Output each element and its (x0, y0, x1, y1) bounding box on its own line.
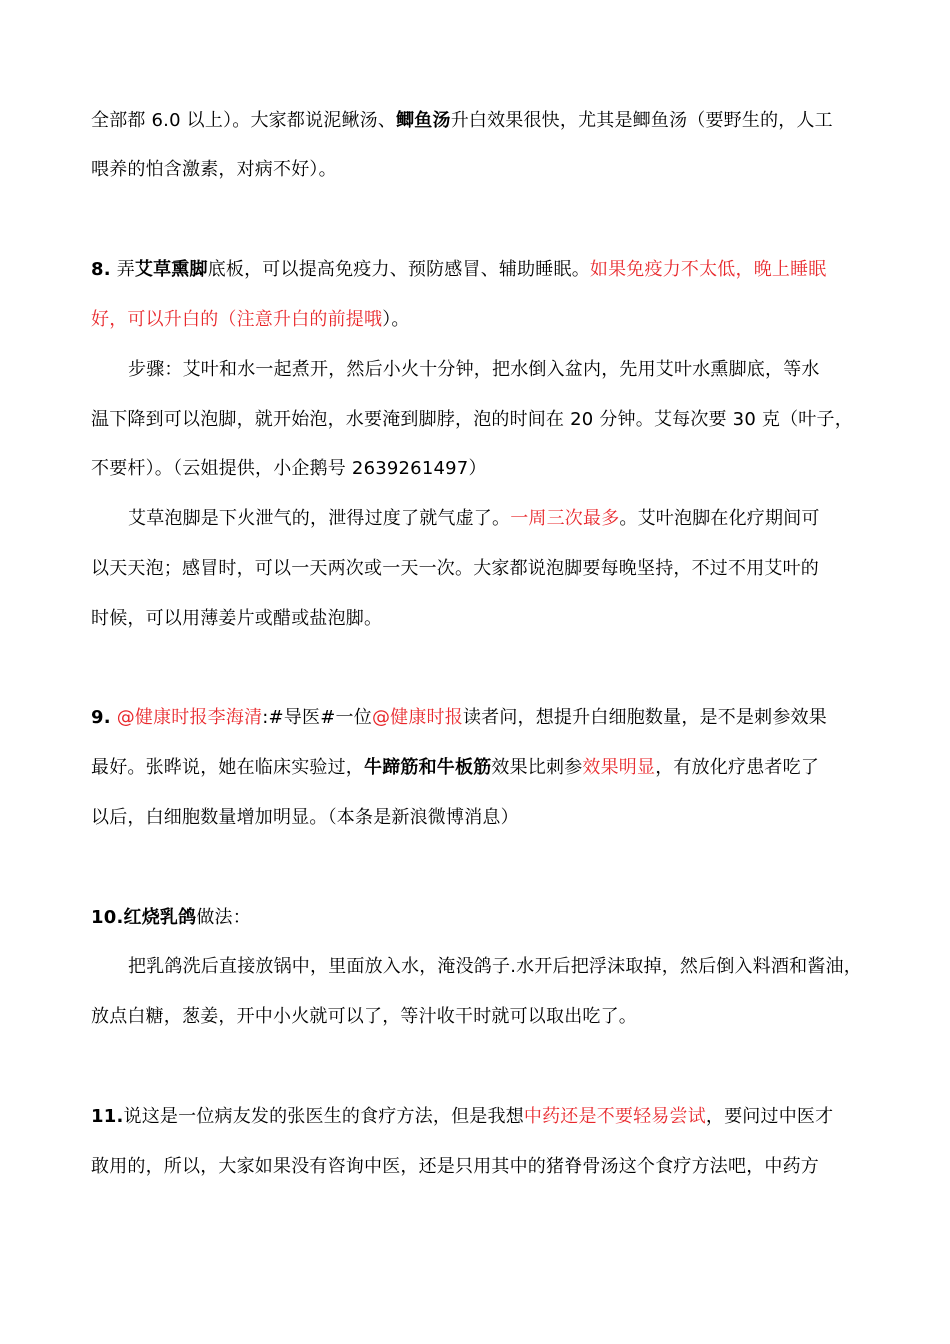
steps-line: 温下降到可以泡脚，就开始泡，水要淹到脚脖，泡的时间在 20 分钟。艾每次要 30 克（叶子， (91, 409, 853, 430)
text: ，要问过中医才 (705, 1106, 834, 1127)
red-highlight-text: 中药还是不要轻易尝试 (523, 1106, 706, 1127)
text: 底板，可以提高免疫力、预防感冒、辅助睡眠。 (207, 259, 590, 280)
text: 。艾叶泡脚在化疗期间可 (619, 508, 820, 529)
steps-line: 不要杆）。（云姐提供，小企鹅号 2639261497） (91, 458, 487, 479)
text: 艾草泡脚是下火泄气的，泄得过度了就气虚了。 (128, 508, 511, 529)
item-10-heading-line (91, 903, 871, 933)
red-highlight-text: 如果免疫力不太低，晚上睡眠 (589, 259, 827, 280)
paragraph-line (91, 753, 871, 783)
text: 做法： (196, 907, 251, 928)
red-highlight-text: 效果明显 (582, 757, 656, 778)
mention-link: @健康时报李海清 (116, 707, 263, 728)
paragraph-line (91, 305, 871, 335)
paragraph-line (91, 106, 871, 136)
item-number: 11. (91, 1106, 124, 1127)
item-number: 10. (91, 907, 124, 928)
item-number: 9. (91, 707, 111, 728)
bold-text: 牛蹄筋和牛板筋 (364, 757, 492, 778)
text: 最好。张晔说，她在临床实验过， (91, 757, 364, 778)
paragraph-line: 以后，白细胞数量增加明显。（本条是新浪微博消息） (91, 807, 519, 828)
note-line: 时候，可以用薄姜片或醋或盐泡脚。 (91, 608, 383, 629)
bold-text: 艾草熏脚 (134, 259, 208, 280)
mention-link: @健康时报 (371, 707, 463, 728)
red-highlight-text: 好，可以升白的（注意升白的前提哦 (91, 309, 383, 330)
text: ）。 (382, 309, 410, 330)
bold-text: 鲫鱼汤 (396, 110, 451, 131)
red-highlight-text: 一周三次最多 (510, 508, 620, 529)
recipe-line: 放点白糖，葱姜，开中小火就可以了，等汁收干时就可以取出吃了。 (91, 1006, 637, 1027)
text: :#导医#一位 (262, 707, 372, 728)
text: 效果比刺参 (491, 757, 583, 778)
paragraph-line: 敢用的，所以，大家如果没有咨询中医，还是只用其中的猪脊骨汤这个食疗方法吧，中药方 (91, 1156, 819, 1177)
text: 读者问，想提升白细胞数量，是不是刺参效果 (462, 707, 827, 728)
recipe-title: 红烧乳鸽 (123, 907, 197, 928)
item-9-heading-line (91, 703, 871, 733)
item-8-heading-line (91, 255, 871, 285)
item-11-heading-line (91, 1102, 871, 1132)
note-line (128, 504, 868, 534)
text: 全部都 6.0 以上）。大家都说泥鳅汤、 (91, 110, 397, 131)
steps-line: 步骤：艾叶和水一起煮开，然后小火十分钟，把水倒入盆内，先用艾叶水熏脚底，等水 (128, 359, 820, 380)
item-number: 8. (91, 259, 111, 280)
text: 说这是一位病友发的张医生的食疗方法，但是我想 (123, 1106, 524, 1127)
paragraph-line: 喂养的怕含激素，对病不好）。 (91, 159, 337, 180)
recipe-line: 把乳鸽洗后直接放锅中，里面放入水，淹没鸽子.水开后把浮沫取掉，然后倒入料酒和酱油， (128, 956, 862, 977)
text: ，有放化疗患者吃了 (655, 757, 820, 778)
text: 弄 (116, 259, 135, 280)
text: 升白效果很快，尤其是鲫鱼汤（要野生的，人工 (450, 110, 833, 131)
note-line: 以天天泡；感冒时，可以一天两次或一天一次。大家都说泡脚要每晚坚持，不过不用艾叶的 (91, 558, 819, 579)
